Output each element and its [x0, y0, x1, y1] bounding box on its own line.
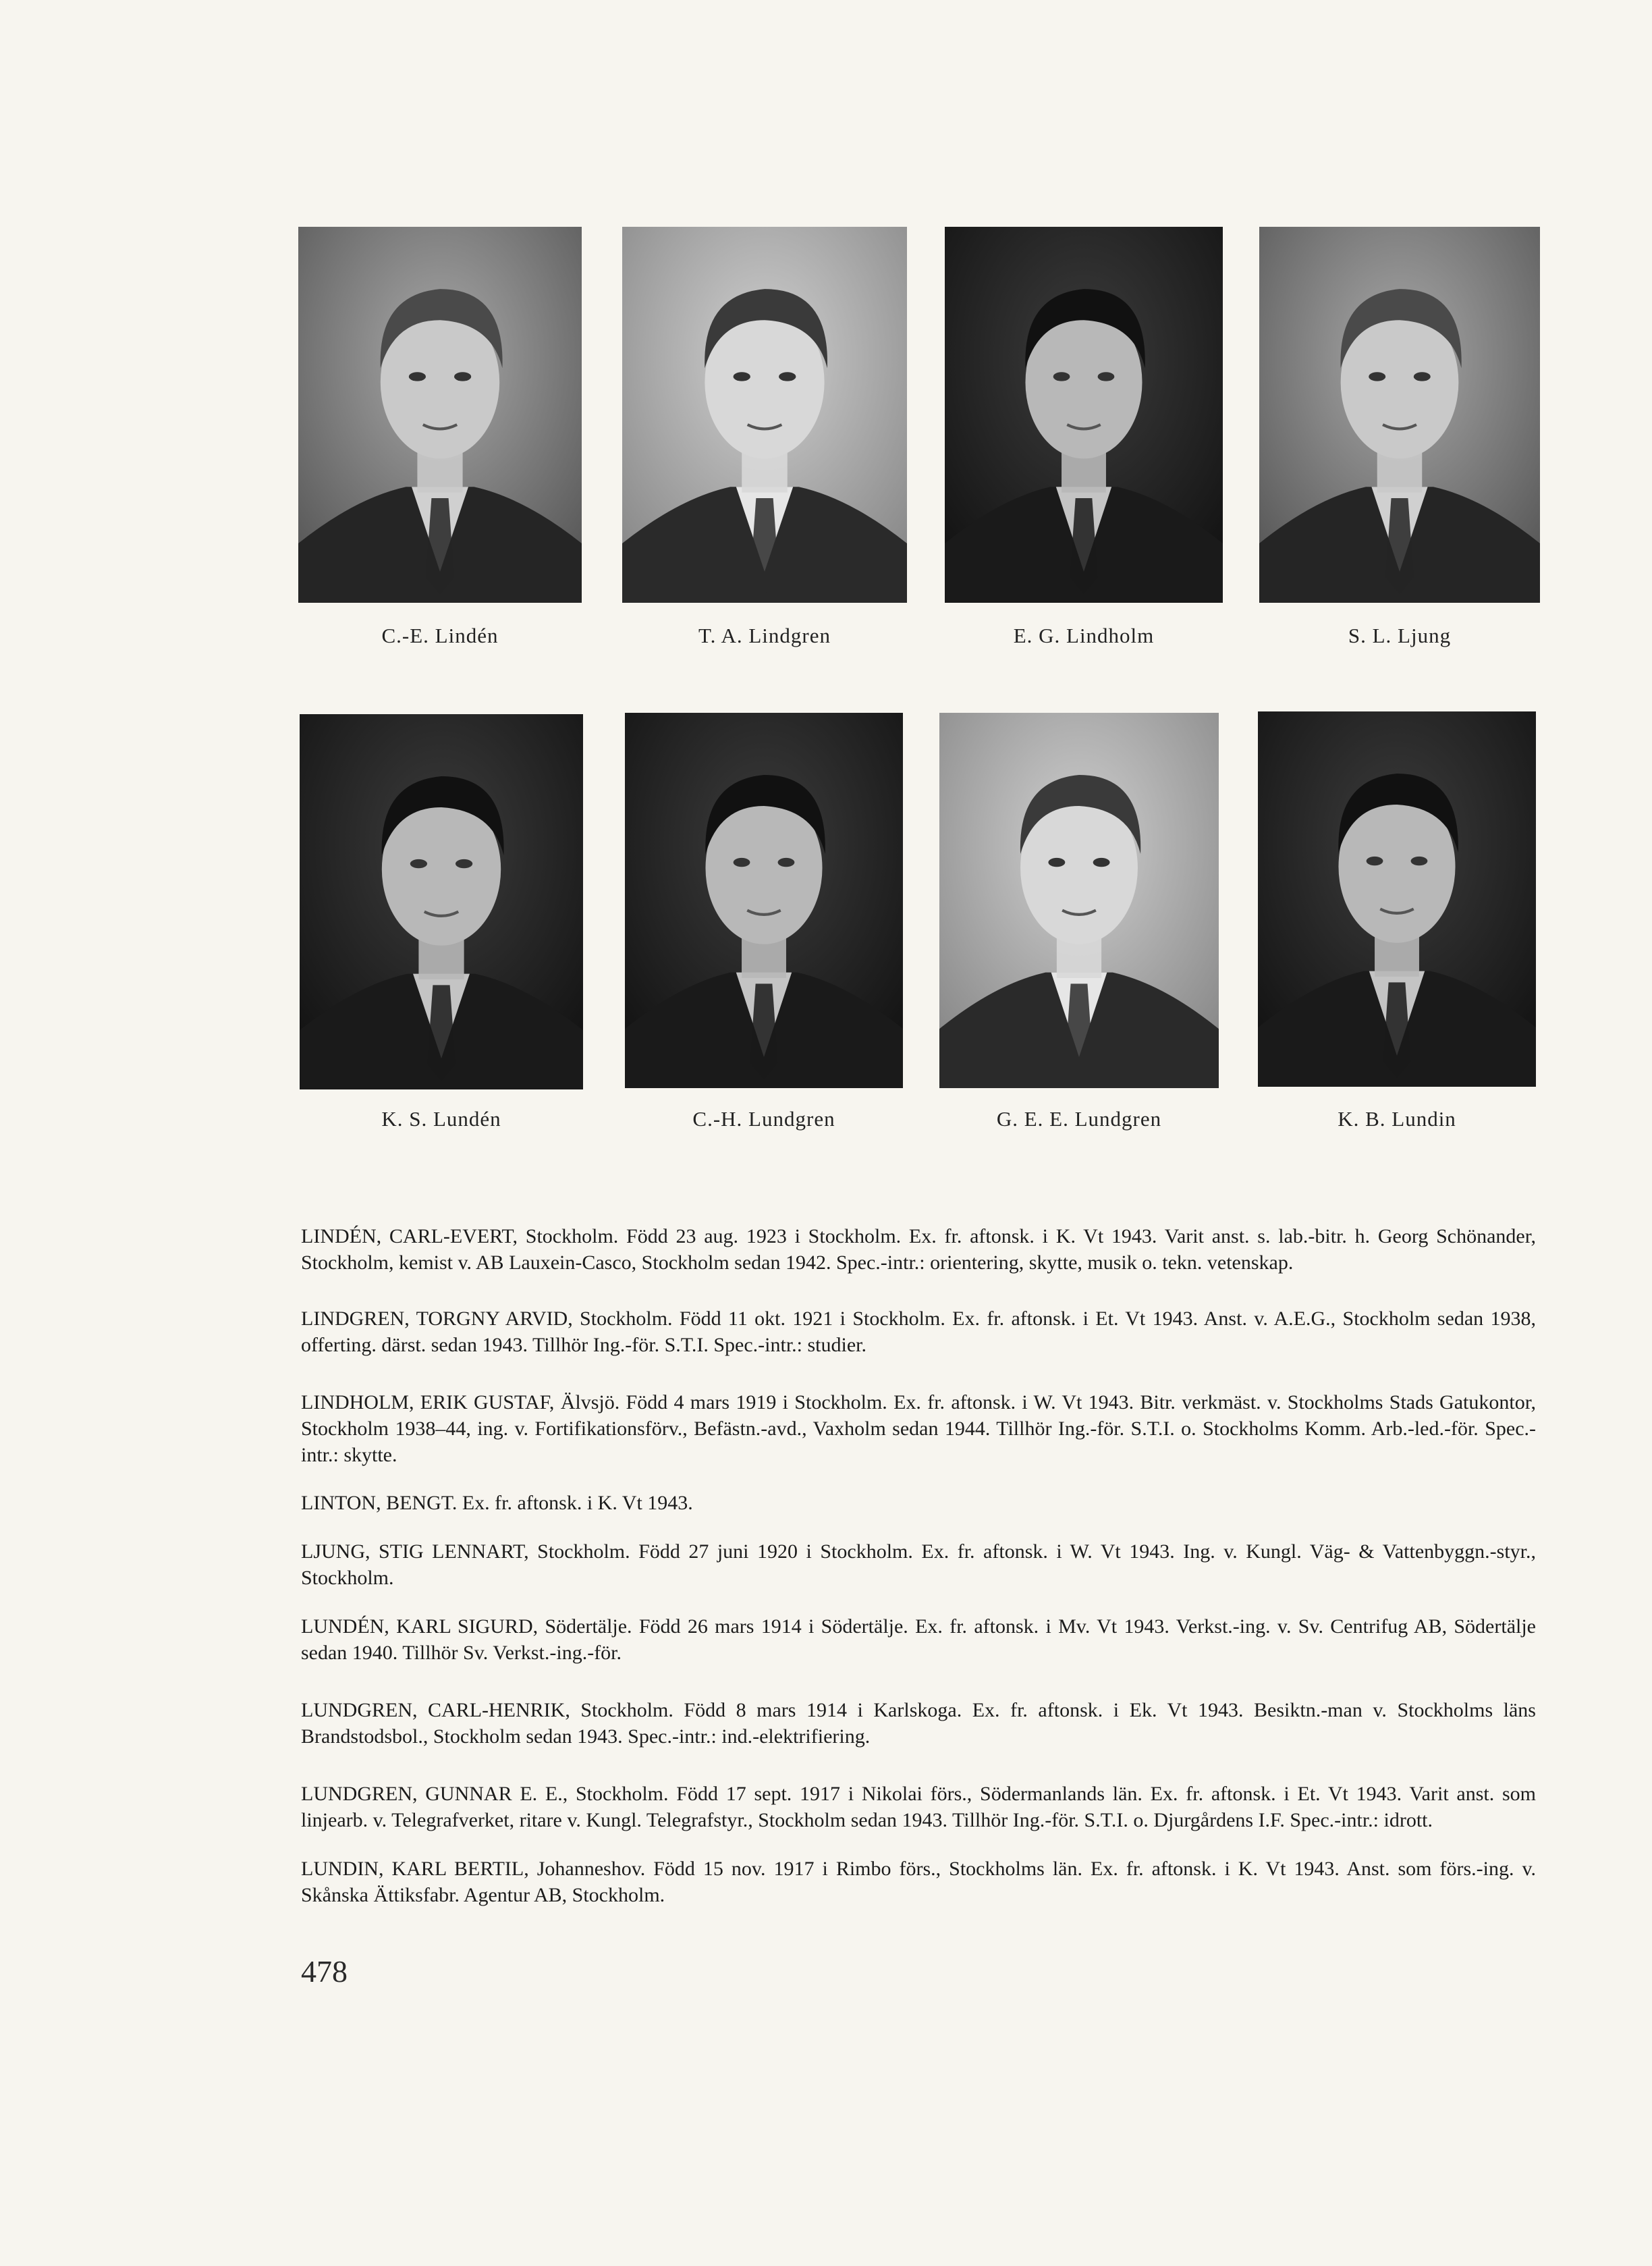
portrait-silhouette	[939, 713, 1219, 1088]
portrait-caption-4: S. L. Ljung	[1348, 624, 1452, 647]
portrait-photo-8	[1258, 711, 1536, 1087]
portrait-caption-2: T. A. Lindgren	[698, 624, 831, 647]
biography-entry: LJUNG, STIG LENNART, Stockholm. Född 27 juni 1920 i Stockholm. Ex. fr. aftonsk. i W. Vt 1943. Ing. v. Kungl. Väg- & Vattenbyggn.-styr., Stockholm.	[301, 1540, 1536, 1589]
portrait-silhouette	[622, 227, 907, 603]
portrait-silhouette	[1259, 227, 1540, 603]
portrait-silhouette	[298, 227, 582, 603]
portrait-photo-3	[945, 227, 1223, 603]
biography-entry: LUNDGREN, GUNNAR E. E., Stockholm. Född 17 sept. 1917 i Nikolai förs., Södermanlands län. Ex. fr. aftonsk. i Et. Vt 1943. Varit anst. som linjearb. v. Telegrafverket, ritare v. Kungl. Telegrafstyr., Stockholm sedan 1943. Tillhör Ing.-för. S.T.I. o. Djurgårdens I.F. Spec.-intr.: idrott.	[301, 1783, 1536, 1831]
portrait-silhouette	[625, 713, 903, 1088]
page-number: 478	[301, 1954, 348, 1989]
biography-entry: LINDÉN, CARL-EVERT, Stockholm. Född 23 aug. 1923 i Stockholm. Ex. fr. aftonsk. i K. Vt 1943. Varit anst. s. lab.-bitr. h. Georg Schönander, Stockholm, kemist v. AB Lauxein-Casco, Stockholm sedan 1942. Spec.-intr.: orientering, skytte, musik o. tekn. vetenskap.	[301, 1225, 1536, 1274]
portrait-caption-5: K. S. Lundén	[381, 1107, 501, 1131]
portrait-photo-1	[298, 227, 582, 603]
biography-entry: LINDGREN, TORGNY ARVID, Stockholm. Född 11 okt. 1921 i Stockholm. Ex. fr. aftonsk. i Et. Vt 1943. Anst. v. A.E.G., Stockholm sedan 1938, offerting. därst. sedan 1943. Tillhör Ing.-för. S.T.I. Spec.-intr.: studier.	[301, 1307, 1536, 1356]
portrait-silhouette	[945, 227, 1223, 603]
biography-entry: LINTON, BENGT. Ex. fr. aftonsk. i K. Vt 1943.	[301, 1492, 693, 1514]
biography-entry: LUNDIN, KARL BERTIL, Johanneshov. Född 15 nov. 1917 i Rimbo förs., Stockholms län. Ex. fr. aftonsk. i K. Vt 1943. Anst. som förs.-ing. v. Skånska Ättiksfabr. Agentur AB, Stockholm.	[301, 1858, 1536, 1906]
portrait-photo-5	[300, 714, 583, 1089]
portrait-caption-1: C.-E. Lindén	[381, 624, 499, 647]
portrait-photo-6	[625, 713, 903, 1088]
biography-entry: LUNDGREN, CARL-HENRIK, Stockholm. Född 8 mars 1914 i Karlskoga. Ex. fr. aftonsk. i Ek. Vt 1943. Besiktn.-man v. Stockholms läns Brandstodsbol., Stockholm sedan 1943. Spec.-intr.: ind.-elektrifiering.	[301, 1699, 1536, 1748]
portrait-silhouette	[300, 714, 583, 1089]
biography-list	[301, 1223, 1536, 1908]
biography-entry: LINDHOLM, ERIK GUSTAF, Älvsjö. Född 4 mars 1919 i Stockholm. Ex. fr. aftonsk. i W. Vt 1943. Bitr. verkmäst. v. Stockholms Stads Gatukontor, Stockholm 1938–44, ing. v. Fortifikationsförv., Befästn.-avd., Vaxholm sedan 1944. Tillhör Ing.-för. S.T.I. o. Stockholms Komm. Arb.-led.-för. Spec.-intr.: skytte.	[301, 1391, 1536, 1466]
portrait-caption-8: K. B. Lundin	[1338, 1107, 1456, 1131]
portrait-caption-3: E. G. Lindholm	[1013, 624, 1155, 647]
portrait-photo-2	[622, 227, 907, 603]
biography-entry: LUNDÉN, KARL SIGURD, Södertälje. Född 26 mars 1914 i Södertälje. Ex. fr. aftonsk. i Mv. Vt 1943. Verkst.-ing. v. Sv. Centrifug AB, Södertälje sedan 1940. Tillhör Sv. Verkst.-ing.-för.	[301, 1615, 1536, 1664]
portrait-silhouette	[1258, 711, 1536, 1087]
portrait-caption-7: G. E. E. Lundgren	[996, 1107, 1162, 1131]
portrait-photo-7	[939, 713, 1219, 1088]
portrait-caption-6: C.-H. Lundgren	[692, 1107, 835, 1131]
portrait-photo-4	[1259, 227, 1540, 603]
